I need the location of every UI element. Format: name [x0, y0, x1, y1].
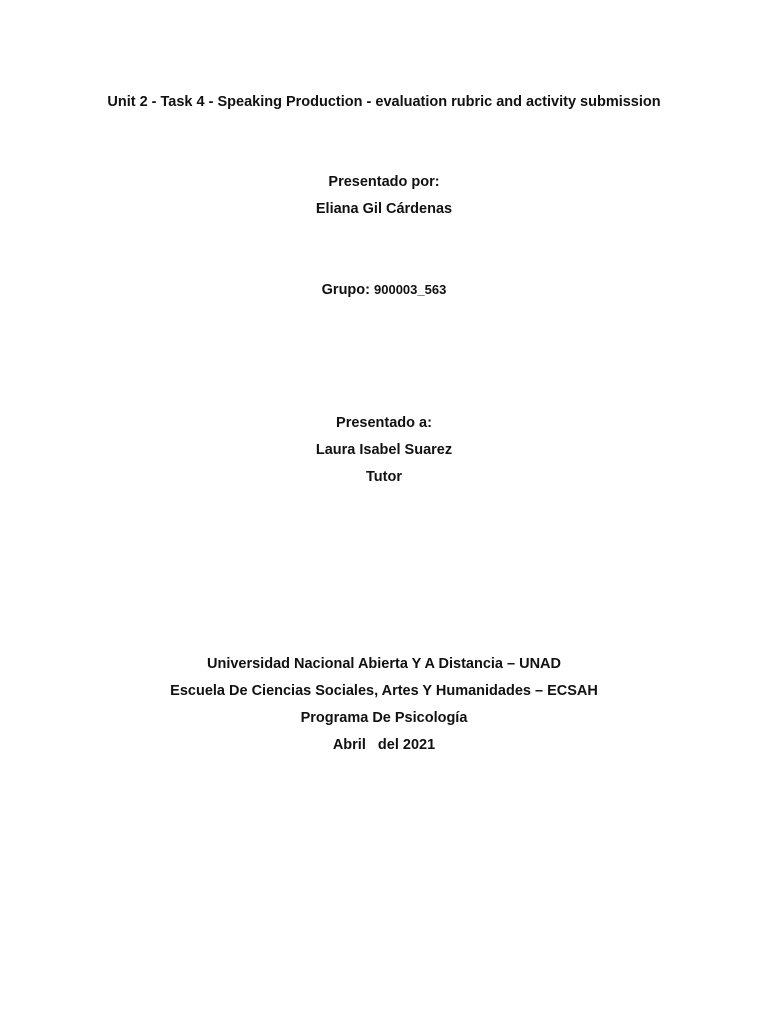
group-code: 900003_563 — [374, 282, 447, 297]
school-name: Escuela De Ciencias Sociales, Artes Y Humanidades – ECSAH — [170, 683, 598, 699]
tutor-role: Tutor — [366, 469, 402, 485]
tutor-name: Laura Isabel Suarez — [315, 442, 453, 458]
author-name: Eliana Gil Cárdenas — [315, 201, 453, 217]
group-line — [0, 281, 768, 299]
presented-by-label: Presentado por: — [328, 174, 440, 190]
program-name: Programa De Psicología — [300, 710, 468, 726]
presented-to-label: Presentado a: — [336, 415, 432, 431]
document-title: Unit 2 - Task 4 - Speaking Production - evaluation rubric and activity submission — [107, 94, 661, 110]
group-label: Grupo: — [321, 282, 375, 298]
document-date: Abril del 2021 — [332, 737, 436, 753]
university-name: Universidad Nacional Abierta Y A Distancia – UNAD — [206, 656, 562, 672]
